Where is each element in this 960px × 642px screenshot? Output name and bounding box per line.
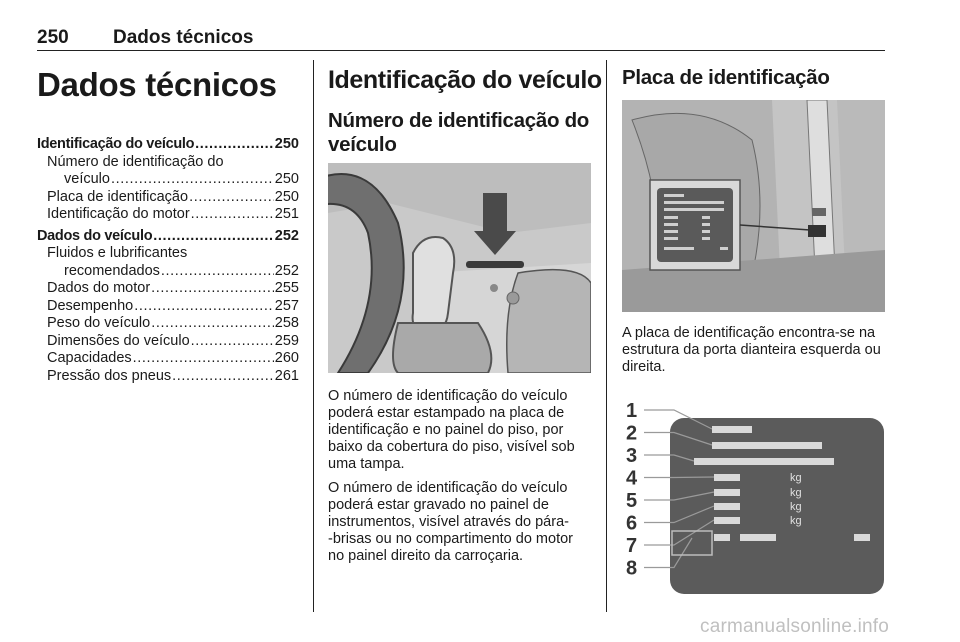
toc-entry-line: Fluidos e lubrificantes [47, 245, 188, 261]
toc-page-number: 257 [274, 297, 299, 314]
watermark: carmanualsonline.info [700, 616, 890, 637]
toc-entry[interactable] [37, 206, 299, 224]
toc-page-number: 259 [274, 332, 299, 349]
toc-entry[interactable] [37, 280, 299, 298]
page-header [37, 21, 885, 51]
subsection-title: Número de identificação do veículo [328, 109, 590, 156]
door-pillar-illustration [622, 100, 885, 312]
chapter-title: Dados técnicos [37, 66, 277, 103]
paragraph: O número de identificação do veículo poderá estar gravado no painel de instrumentos, visível através do pára-‑brisas ou no compartimento do motor no painel direito da carroçaria. [328, 480, 573, 564]
column-divider [606, 60, 607, 612]
toc-entry[interactable] [37, 189, 299, 207]
floor-panel-drawing [328, 163, 591, 373]
toc-entry[interactable] [37, 298, 299, 316]
plate-callout-number: 3 [626, 445, 638, 467]
toc-entry[interactable] [37, 350, 299, 368]
toc-leader-dots [153, 228, 274, 246]
plate-unit-label: kg [790, 472, 802, 484]
plate-callout-number: 6 [626, 512, 638, 535]
toc-leader-dots [172, 368, 274, 386]
toc-entry-label: Dados do motor [47, 280, 151, 296]
page-number: 250 [37, 27, 69, 48]
toc-leader-dots [189, 189, 274, 207]
plate-callout-number: 2 [626, 422, 638, 445]
paragraph: A placa de identificação encontra-se na estrutura da porta dianteira esquerda ou direita. [622, 325, 881, 375]
toc-entry-label: Dimensões do veículo [47, 332, 190, 349]
toc-entry-label: veículo [64, 171, 110, 187]
toc-entry-label: Placa de identificação [47, 188, 189, 205]
plate-callout-leader [644, 477, 714, 478]
vin-body-text [328, 388, 592, 572]
plate-unit-label: kg [790, 487, 802, 499]
door-pillar-drawing [622, 100, 885, 312]
toc-entry[interactable] [37, 315, 299, 333]
toc-entry-label: recomendados [64, 262, 160, 279]
toc-page-number: 258 [274, 315, 299, 331]
toc-entry[interactable] [37, 263, 299, 281]
plate-callout-number: 1 [626, 400, 638, 422]
toc-entry-label: Capacidades [47, 350, 132, 366]
toc-list [37, 136, 299, 385]
toc-entry-label: Desempenho [47, 297, 134, 314]
toc-section-entry[interactable] [37, 228, 299, 246]
plate-diagram-drawing [622, 398, 885, 598]
column-divider [313, 60, 314, 612]
toc-page-number: 252 [274, 262, 299, 279]
plate-body-text [622, 325, 886, 376]
toc-section-entry[interactable] [37, 136, 299, 154]
plate-column [622, 66, 886, 90]
toc-leader-dots [134, 298, 274, 316]
toc-page-number: 255 [274, 280, 299, 296]
plate-callout-number: 4 [626, 467, 638, 490]
toc-page-number: 260 [274, 350, 299, 366]
toc-page-number: 250 [274, 171, 299, 187]
toc-leader-dots [151, 280, 274, 298]
toc-entry[interactable] [37, 333, 299, 351]
running-header: Dados técnicos [113, 27, 254, 48]
toc-page-number: 251 [274, 206, 299, 222]
vin-column [328, 66, 602, 157]
toc-entry-label: Dados do veículo [37, 227, 153, 244]
toc-leader-dots [151, 315, 274, 333]
toc-leader-dots [161, 263, 274, 281]
toc-entry-label: Peso do veículo [47, 315, 151, 331]
toc-leader-dots [191, 206, 274, 224]
toc-leader-dots [195, 136, 274, 154]
toc-page-number: 261 [274, 367, 299, 384]
toc-entry[interactable] [37, 368, 299, 386]
vin-location-illustration [328, 163, 591, 373]
section-title: Placa de identificação [622, 66, 830, 89]
toc-entry[interactable] [37, 171, 299, 189]
toc-page-number: 250 [274, 188, 299, 205]
section-title: Identificação do veículo [328, 66, 602, 94]
toc-page-number: 252 [274, 227, 299, 244]
plate-callout-number: 5 [626, 490, 638, 512]
plate-diagram [622, 398, 885, 598]
toc-entry-line: Número de identificação do [47, 153, 224, 170]
toc-page-number: 250 [274, 136, 299, 152]
toc-entry-label: Identificação do veículo [37, 136, 195, 152]
plate-callout-number: 7 [626, 535, 638, 557]
toc-entry-label: Pressão dos pneus [47, 367, 172, 384]
paragraph: O número de identificação do veículo poderá estar estampado na placa de identificação e no painel do piso, por baixo da cobertura do piso, visível sob uma tampa. [328, 388, 575, 472]
plate-unit-label: kg [790, 501, 802, 513]
plate-unit-label: kg [790, 515, 802, 527]
toc-column [37, 66, 299, 385]
toc-leader-dots [191, 333, 274, 351]
toc-entry-label: Identificação do motor [47, 206, 190, 222]
toc-leader-dots [111, 171, 274, 189]
toc-leader-dots [133, 350, 274, 368]
plate-callout-number: 8 [626, 557, 638, 580]
